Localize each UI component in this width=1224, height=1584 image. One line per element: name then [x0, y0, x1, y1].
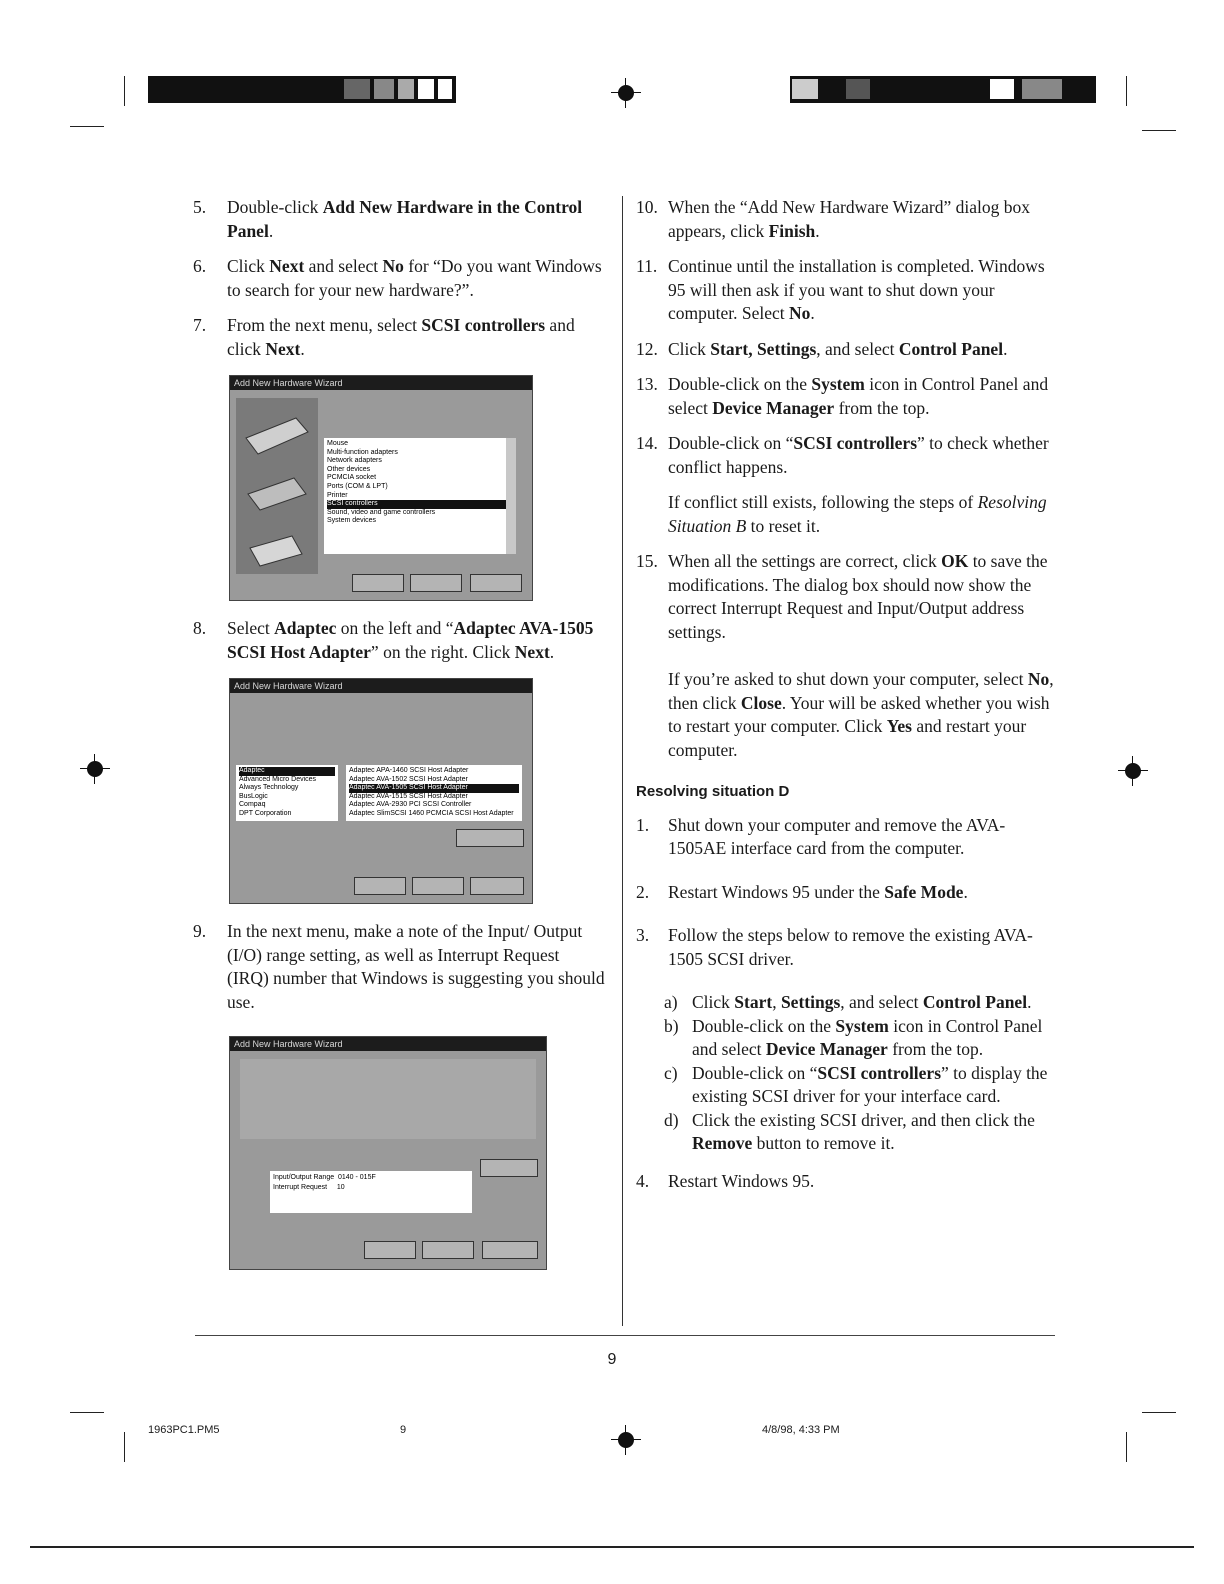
- list-item[interactable]: Adaptec AVA-2930 PCI SCSI Controller: [349, 801, 472, 809]
- print-button[interactable]: [480, 1159, 538, 1177]
- list-item-selected[interactable]: SCSI controllers: [327, 500, 507, 509]
- footer-page: 9: [400, 1424, 407, 1436]
- wizard-back-button[interactable]: [352, 574, 404, 592]
- list-item[interactable]: DPT Corporation: [239, 809, 292, 817]
- step-14-note: If conflict still exists, following the steps of Resolving Situation B to reset it.: [668, 492, 1047, 536]
- step-13: 13. Double-click on the System icon in Control Panel and select Device Manager from the top.: [636, 374, 1049, 418]
- models-list[interactable]: [346, 765, 522, 821]
- crop-mark: [1142, 1412, 1176, 1413]
- situation-d-step-2: 2. Restart Windows 95 under the Safe Mode.: [636, 881, 968, 902]
- substep-a: a) Click Start, Settings, and select Control Panel.: [664, 992, 1032, 1012]
- crop-mark: [124, 1432, 125, 1462]
- wizard-title-bar: Add New Hardware Wizard: [230, 679, 532, 693]
- footer-rule: [195, 1335, 1055, 1336]
- list-item[interactable]: Other devices: [327, 465, 371, 473]
- step-11: 11. Continue until the installation is completed. Windows 95 will then ask if you want to shut down your computer. Select No.: [636, 256, 1045, 323]
- wizard-title-bar: Add New Hardware Wizard: [230, 376, 532, 390]
- list-item-selected[interactable]: Adaptec AVA-1505 SCSI Host Adapter: [349, 784, 519, 793]
- list-item[interactable]: Mouse: [327, 440, 349, 447]
- registration-mark-top: [611, 78, 641, 108]
- hardware-illustration-icon: [236, 398, 318, 574]
- left-column: [193, 196, 605, 1286]
- hardware-type-list[interactable]: [324, 438, 510, 554]
- column-divider: [622, 196, 623, 1326]
- resource-settings-list: [270, 1171, 472, 1213]
- list-scrollbar[interactable]: [506, 438, 516, 554]
- list-item[interactable]: Adaptec APA-1460 SCSI Host Adapter: [349, 767, 469, 774]
- page-number: 9: [607, 1351, 617, 1368]
- crop-mark: [1126, 1432, 1127, 1462]
- list-item[interactable]: Adaptec AVA-1515 SCSI Host Adapter: [349, 792, 468, 800]
- manufacturers-list[interactable]: [236, 765, 338, 821]
- situation-d-step-1: 1. Shut down your computer and remove the AVA-1505AE interface card from the computer.: [636, 814, 1006, 858]
- wizard-screenshot-manufacturer-model: [229, 678, 533, 904]
- list-item-selected[interactable]: Adaptec: [239, 767, 335, 776]
- wizard-screenshot-hardware-type: [229, 375, 533, 601]
- wizard-back-button[interactable]: [354, 877, 406, 895]
- list-item[interactable]: Ports (COM & LPT): [327, 482, 388, 490]
- situation-d-step-4: 4. Restart Windows 95.: [636, 1170, 815, 1191]
- crop-mark: [70, 126, 104, 127]
- step-15: 15. When all the settings are correct, click OK to save the modifications. The dialog box should now show the correct Interrupt Request and Input/Output address settings.: [636, 551, 1048, 642]
- wizard-title-bar: Add New Hardware Wizard: [230, 1037, 546, 1051]
- list-item[interactable]: Network adapters: [327, 457, 382, 465]
- wizard-cancel-button[interactable]: [482, 1241, 538, 1259]
- wizard-illustration: [236, 398, 318, 574]
- list-item[interactable]: Advanced Micro Devices: [239, 775, 317, 783]
- list-item[interactable]: Sound, video and game controllers: [327, 508, 436, 516]
- page-bottom-rule: [30, 1546, 1194, 1548]
- registration-mark-left: [80, 754, 110, 784]
- wizard-next-button[interactable]: [410, 574, 462, 592]
- substep-c: c) Double-click on “SCSI controllers” to display the existing SCSI driver for your interface card.: [664, 1062, 1048, 1106]
- step-7: 7. From the next menu, select SCSI controllers and click Next.: [193, 315, 575, 359]
- list-item[interactable]: System devices: [327, 517, 377, 525]
- have-disk-button[interactable]: [456, 829, 524, 847]
- step-9: 9. In the next menu, make a note of the Input/ Output (I/O) range setting, as well as Interrupt Request (IRQ) number that Windows is suggesting you should use.: [193, 921, 605, 1012]
- wizard-cancel-button[interactable]: [470, 877, 524, 895]
- list-item[interactable]: Multi-function adapters: [327, 448, 398, 456]
- list-item[interactable]: Adaptec SlimSCSI 1460 PCMCIA SCSI Host Adapter: [349, 809, 514, 817]
- situation-d-step-3: 3. Follow the steps below to remove the existing AVA-1505 SCSI driver.: [636, 925, 1033, 969]
- wizard-screenshot-resource-settings: [229, 1036, 547, 1270]
- section-heading: Resolving situation D: [636, 783, 790, 800]
- list-item[interactable]: Printer: [327, 491, 348, 499]
- crop-mark: [1126, 76, 1127, 106]
- step-12: 12. Click Start, Settings, and select Control Panel.: [636, 338, 1008, 359]
- wizard-next-button[interactable]: [412, 877, 464, 895]
- list-item[interactable]: Adaptec AVA-1502 SCSI Host Adapter: [349, 775, 468, 783]
- wizard-back-button[interactable]: [364, 1241, 416, 1259]
- list-item[interactable]: Compaq: [239, 801, 266, 809]
- crop-mark: [124, 76, 125, 106]
- top-right-color-bar: [790, 76, 1096, 103]
- step-8: 8. Select Adaptec on the left and “Adaptec AVA-1505 SCSI Host Adapter” on the right. Click Next.: [193, 618, 594, 662]
- irq-row: Interrupt Request 10: [273, 1184, 345, 1191]
- step-5: 5. Double-click Add New Hardware in the Control Panel.: [193, 197, 583, 241]
- step-10: 10. When the “Add New Hardware Wizard” dialog box appears, click Finish.: [636, 197, 1030, 241]
- step-14: 14. Double-click on “SCSI controllers” to check whether conflict happens.: [636, 433, 1049, 477]
- footer-date: 4/8/98, 4:33 PM: [762, 1424, 840, 1436]
- crop-mark: [70, 1412, 104, 1413]
- wizard-next-button[interactable]: [422, 1241, 474, 1259]
- wizard-cancel-button[interactable]: [470, 574, 522, 592]
- io-range-row: Input/Output Range 0140 - 015F: [273, 1174, 376, 1181]
- footer-file-name: 1963PC1.PM5: [148, 1424, 220, 1436]
- right-column: [636, 196, 1056, 1205]
- top-left-color-bar: [148, 76, 456, 103]
- registration-mark-bottom: [611, 1425, 641, 1455]
- substep-b: b) Double-click on the System icon in Control Panel and select Device Manager from the top.: [664, 1015, 1043, 1059]
- list-item[interactable]: PCMCIA socket: [327, 474, 377, 482]
- step-15-note: If you’re asked to shut down your computer, select No, then click Close. Your will be asked whether you wish to restart your computer. Click Yes and restart your computer.: [668, 669, 1054, 760]
- wizard-info-area: [240, 1059, 536, 1139]
- step-6: 6. Click Next and select No for “Do you want Windows to search for your new hardware?”.: [193, 256, 602, 300]
- list-item[interactable]: BusLogic: [239, 792, 268, 800]
- registration-mark-right: [1118, 756, 1148, 786]
- substep-d: d) Click the existing SCSI driver, and then click the Remove button to remove it.: [664, 1109, 1035, 1153]
- list-item[interactable]: Always Technology: [239, 784, 299, 792]
- crop-mark: [1142, 130, 1176, 131]
